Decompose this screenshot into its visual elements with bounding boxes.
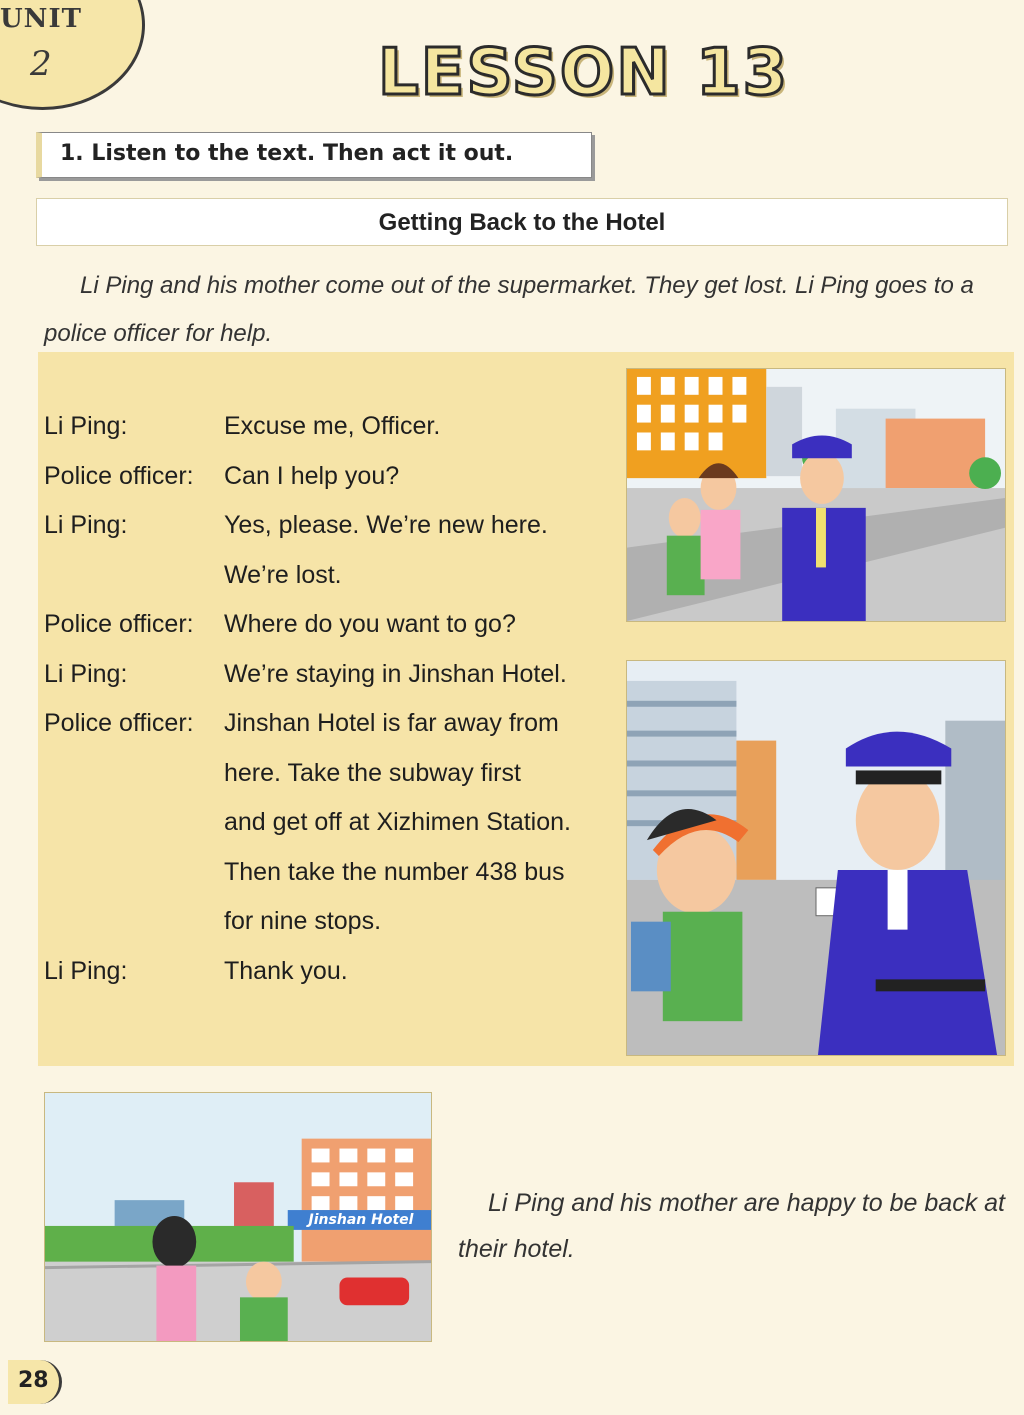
speaker-label	[44, 561, 224, 611]
speaker-label	[44, 907, 224, 957]
speech-text: Where do you want to go?	[224, 610, 516, 638]
speech-text: Then take the number 438 bus	[224, 857, 565, 886]
dialogue-line	[44, 660, 614, 710]
dialogue-line	[44, 759, 614, 809]
speaker-label: Li Ping:	[44, 511, 128, 539]
speech-text: We’re staying in Jinshan Hotel.	[224, 659, 567, 688]
speaker-label: Police officer:	[44, 709, 194, 737]
speech-text: Can I help you?	[224, 461, 400, 490]
dialogue-line	[44, 858, 614, 908]
speaker-label	[44, 858, 224, 908]
speaker-label: Li Ping:	[44, 956, 128, 985]
unit-label: UNIT	[0, 4, 82, 34]
speaker-label: Li Ping:	[44, 659, 128, 688]
hotel-illustration	[44, 1092, 432, 1342]
speech-text: for nine stops.	[224, 907, 382, 935]
text-title: Getting Back to the Hotel	[36, 198, 1008, 246]
page-number: 28	[8, 1360, 62, 1404]
speech-text: Excuse me, Officer.	[224, 412, 441, 440]
closing-caption: Li Ping and his mother are happy to be back at their hotel.	[458, 1189, 1005, 1263]
instruction-box: 1. Listen to the text. Then act it out.	[36, 132, 592, 178]
speech-text: here. Take the subway first	[224, 758, 521, 787]
speaker-label: Police officer:	[44, 610, 194, 638]
hotel-sign: Jinshan Hotel	[308, 1212, 414, 1228]
lesson-title: LESSON 13	[378, 36, 790, 110]
street-illustration	[626, 368, 1006, 622]
intro-paragraph: Li Ping and his mother come out of the supermarket. They get lost. Li Ping goes to a police officer for help.	[44, 272, 974, 347]
dialogue-line	[44, 511, 614, 561]
speaker-label: Police officer:	[44, 461, 194, 490]
speech-text: We’re lost.	[224, 560, 342, 589]
dialogue-line	[44, 462, 614, 512]
dialogue-line	[44, 957, 614, 1007]
officer-illustration	[626, 660, 1006, 1056]
speaker-label	[44, 808, 224, 858]
speech-text: Yes, please. We’re new here.	[224, 511, 548, 539]
unit-number: 2	[30, 44, 52, 84]
dialogue-line	[44, 412, 614, 462]
dialogue-line	[44, 561, 614, 611]
speaker-label: Li Ping:	[44, 412, 128, 440]
speech-text: Thank you.	[224, 956, 348, 985]
dialogue	[44, 412, 614, 1006]
dialogue-line	[44, 808, 614, 858]
speech-text: and get off at Xizhimen Station.	[224, 808, 571, 836]
speech-text: Jinshan Hotel is far away from	[224, 709, 559, 737]
dialogue-line	[44, 907, 614, 957]
dialogue-line	[44, 610, 614, 660]
dialogue-line	[44, 709, 614, 759]
speaker-label	[44, 759, 224, 809]
